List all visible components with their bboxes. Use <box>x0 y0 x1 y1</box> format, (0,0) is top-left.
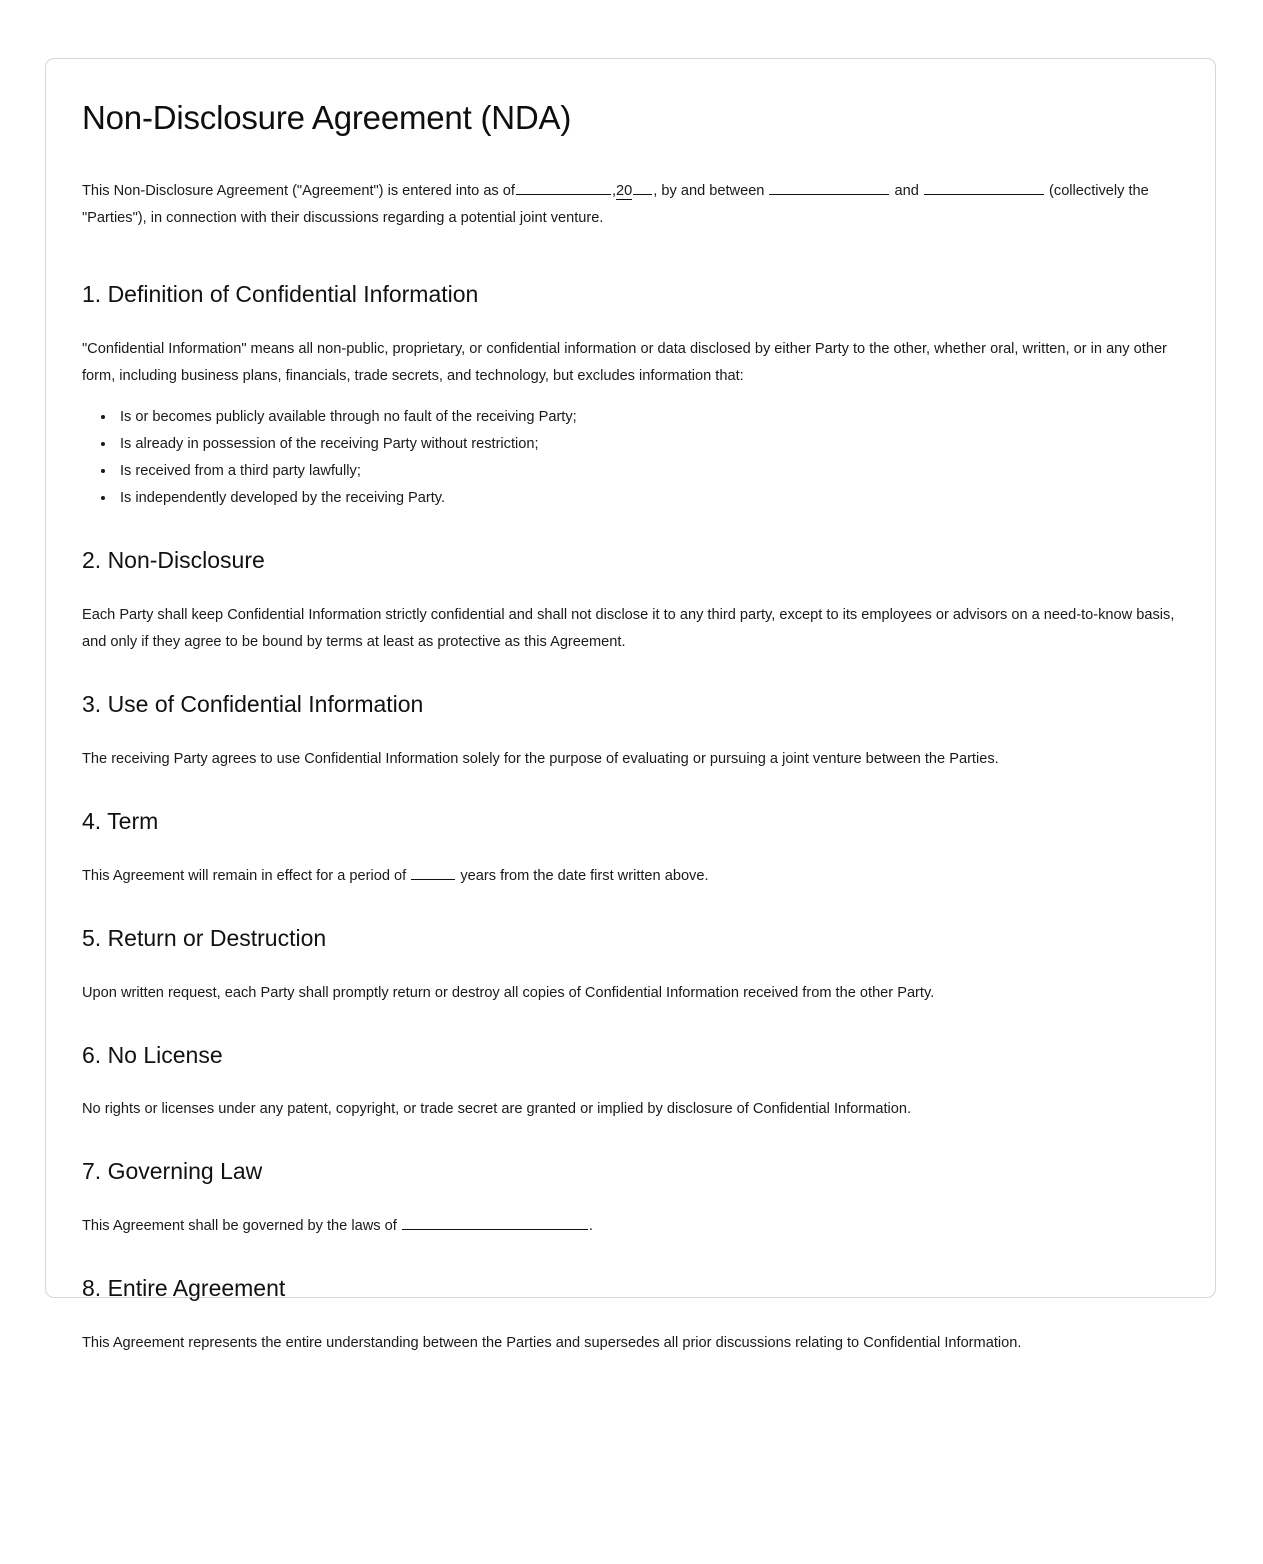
governing-law-text-before-blank: This Agreement shall be governed by the laws of <box>82 1218 397 1235</box>
section-body-2: Each Party shall keep Confidential Information strictly confidential and shall not disclose it to any third party, except to its employees or advisors on a need-to-know basis, and only if they agree to be bound by terms at least as protective as this Agreement. <box>82 606 1175 650</box>
section-heading-1: 1. Definition of Confidential Information <box>82 281 479 308</box>
term-text-before-blank: This Agreement will remain in effect for a period of <box>82 867 407 884</box>
blank-term-years-field[interactable] <box>411 865 455 880</box>
section-definition-of-confidential-information <box>82 280 1179 512</box>
section-heading-6: 6. No License <box>82 1041 223 1068</box>
blank-date-field[interactable] <box>516 180 611 195</box>
year-prefix-text: 20 <box>616 183 633 200</box>
intro-tail-text: (collectively the "Parties"), in connection with their discussions regarding a potential joint venture. <box>82 183 1149 227</box>
section-body-7 <box>82 1213 1179 1240</box>
section-heading-3: 3. Use of Confidential Information <box>82 690 424 717</box>
intro-lead-text: This Non-Disclosure Agreement ("Agreement") is entered into as of <box>82 183 515 200</box>
section-entire-agreement <box>82 1274 1179 1357</box>
intro-paragraph <box>82 178 1179 232</box>
governing-law-text-after-blank: . <box>588 1218 593 1235</box>
list-item: • Is or becomes publicly available through no fault of the receiving Party; <box>116 404 1179 431</box>
blank-year-field[interactable] <box>633 180 652 195</box>
section-non-disclosure <box>82 546 1179 656</box>
section-body-4 <box>82 863 1179 890</box>
section-heading-2: 2. Non-Disclosure <box>82 547 265 574</box>
blank-party-two-field[interactable] <box>924 180 1044 195</box>
list-item: • Is received from a third party lawfully; <box>116 458 1179 485</box>
exclusions-list <box>82 404 1179 512</box>
list-item: • Is independently developed by the receiving Party. <box>116 485 1179 512</box>
intro-conjunction-text: and <box>894 183 919 200</box>
term-text-after-blank: years from the date first written above. <box>460 867 709 884</box>
section-body-8: This Agreement represents the entire understanding between the Parties and supersedes all prior discussions relating to Confidential Information. <box>82 1335 1022 1352</box>
section-heading-7: 7. Governing Law <box>82 1158 263 1185</box>
section-body-5: Upon written request, each Party shall promptly return or destroy all copies of Confidential Information received from the other Party. <box>82 984 935 1001</box>
section-term <box>82 807 1179 890</box>
section-return-or-destruction <box>82 924 1179 1007</box>
section-governing-law <box>82 1157 1179 1240</box>
section-body-6: No rights or licenses under any patent, copyright, or trade secret are granted or implied by disclosure of Confidential Information. <box>82 1101 912 1118</box>
intro-mid-text: , by and between <box>653 183 765 200</box>
intro-comma-1: , <box>611 183 617 200</box>
section-no-license <box>82 1041 1179 1124</box>
section-body-3: The receiving Party agrees to use Confidential Information solely for the purpose of evaluating or pursuing a joint venture between the Parties. <box>82 750 999 767</box>
list-item: • Is already in possession of the receiving Party without restriction; <box>116 431 1179 458</box>
intro-paragraph-block <box>82 178 1179 232</box>
document-card <box>45 58 1216 1352</box>
section-heading-5: 5. Return or Destruction <box>82 924 327 951</box>
section-use-of-confidential-information <box>82 690 1179 773</box>
section-body-1: "Confidential Information" means all non-public, proprietary, or confidential information or data disclosed by either Party to the other, whether oral, written, or in any other form, including business plans, financials, trade secrets, and technology, but excludes information that: <box>82 341 1167 385</box>
section-heading-8: 8. Entire Agreement <box>82 1275 286 1302</box>
page-title: Non-Disclosure Agreement (NDA) <box>82 99 572 136</box>
section-heading-4: 4. Term <box>82 807 159 834</box>
blank-party-one-field[interactable] <box>769 180 889 195</box>
document-content <box>46 59 1215 1357</box>
blank-governing-law-field[interactable] <box>402 1215 588 1230</box>
